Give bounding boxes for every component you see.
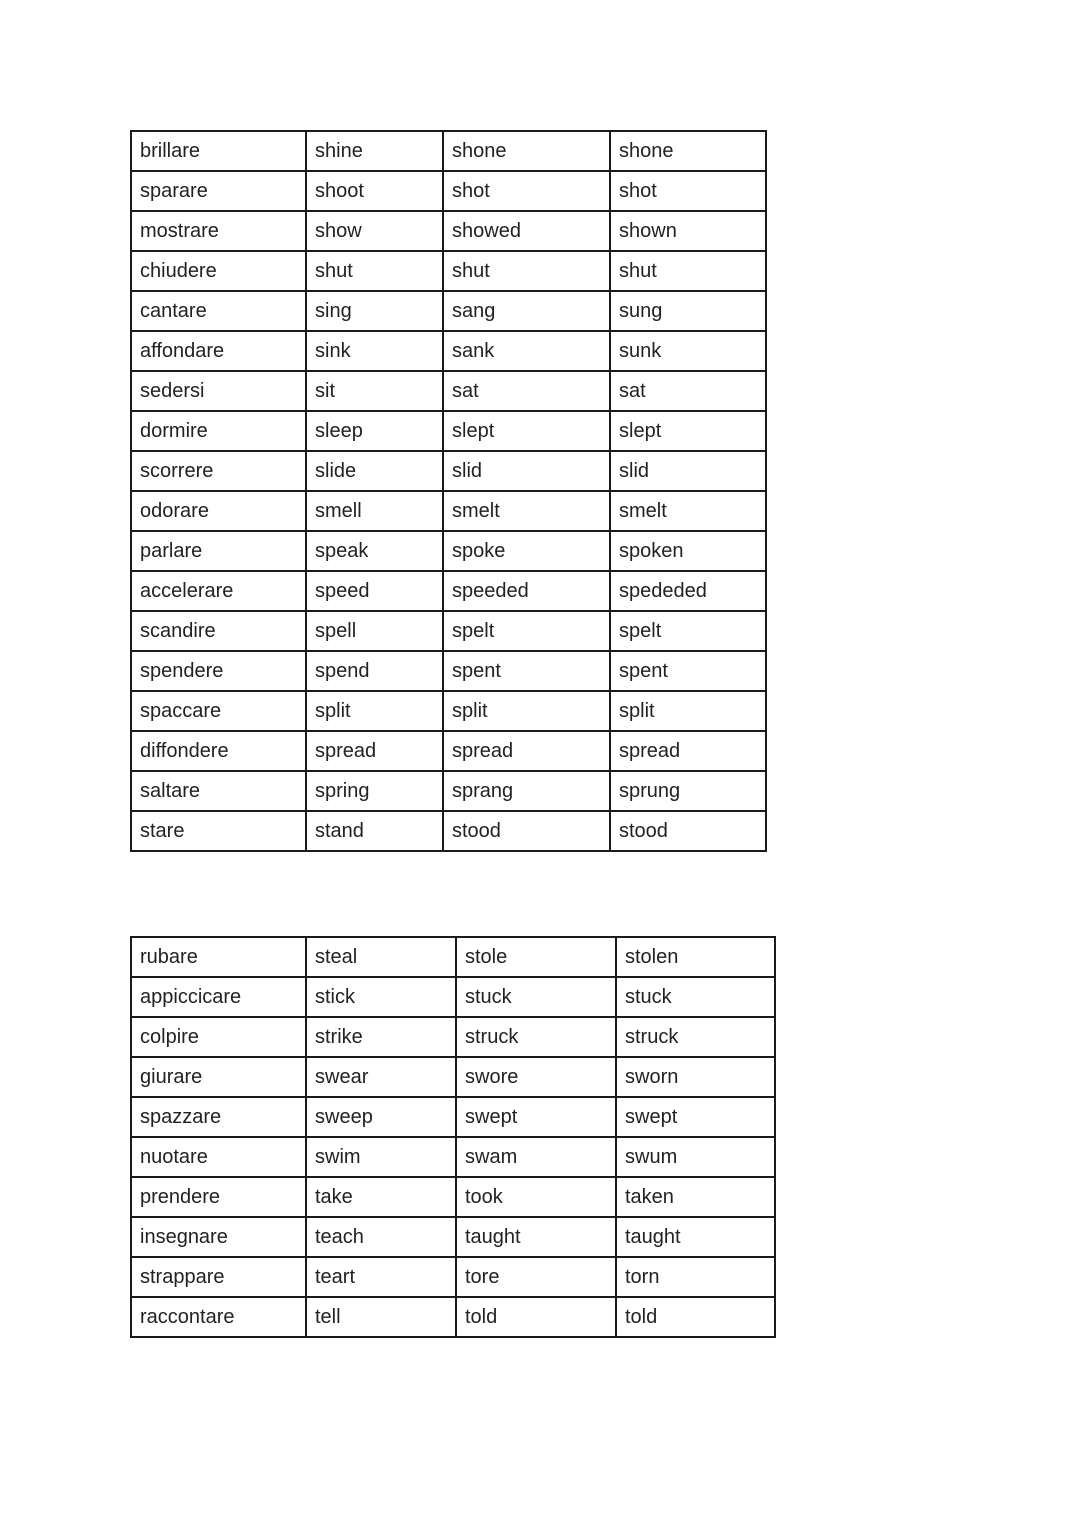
base-form-cell: sit: [306, 371, 443, 411]
verb-table-2: [130, 936, 776, 1338]
table-row: [131, 571, 766, 611]
past-simple-cell: smelt: [443, 491, 610, 531]
table-row: [131, 1217, 775, 1257]
italian-verb-cell: strappare: [131, 1257, 306, 1297]
table-row: [131, 771, 766, 811]
verb-table-1: [130, 130, 767, 852]
italian-verb-cell: parlare: [131, 531, 306, 571]
italian-verb-cell: giurare: [131, 1057, 306, 1097]
base-form-cell: stand: [306, 811, 443, 851]
past-participle-cell: swept: [616, 1097, 775, 1137]
base-form-cell: take: [306, 1177, 456, 1217]
past-simple-cell: shut: [443, 251, 610, 291]
italian-verb-cell: stare: [131, 811, 306, 851]
past-simple-cell: spelt: [443, 611, 610, 651]
table-row: [131, 131, 766, 171]
base-form-cell: teart: [306, 1257, 456, 1297]
base-form-cell: swear: [306, 1057, 456, 1097]
base-form-cell: show: [306, 211, 443, 251]
past-simple-cell: spoke: [443, 531, 610, 571]
past-participle-cell: told: [616, 1297, 775, 1337]
base-form-cell: sweep: [306, 1097, 456, 1137]
italian-verb-cell: mostrare: [131, 211, 306, 251]
past-participle-cell: torn: [616, 1257, 775, 1297]
base-form-cell: speak: [306, 531, 443, 571]
past-simple-cell: tore: [456, 1257, 616, 1297]
table-row: [131, 211, 766, 251]
base-form-cell: slide: [306, 451, 443, 491]
italian-verb-cell: diffondere: [131, 731, 306, 771]
verb-table-body: [131, 131, 766, 851]
table-row: [131, 411, 766, 451]
base-form-cell: sink: [306, 331, 443, 371]
past-simple-cell: sat: [443, 371, 610, 411]
past-simple-cell: swept: [456, 1097, 616, 1137]
past-simple-cell: slid: [443, 451, 610, 491]
base-form-cell: sleep: [306, 411, 443, 451]
past-participle-cell: taken: [616, 1177, 775, 1217]
table-row: [131, 651, 766, 691]
past-simple-cell: speeded: [443, 571, 610, 611]
table-row: [131, 291, 766, 331]
past-simple-cell: sank: [443, 331, 610, 371]
past-simple-cell: spread: [443, 731, 610, 771]
italian-verb-cell: rubare: [131, 937, 306, 977]
base-form-cell: shoot: [306, 171, 443, 211]
base-form-cell: spend: [306, 651, 443, 691]
past-participle-cell: shut: [610, 251, 766, 291]
past-participle-cell: spread: [610, 731, 766, 771]
italian-verb-cell: chiudere: [131, 251, 306, 291]
table-row: [131, 491, 766, 531]
table-row: [131, 1017, 775, 1057]
table-row: [131, 811, 766, 851]
past-participle-cell: sprung: [610, 771, 766, 811]
past-simple-cell: stole: [456, 937, 616, 977]
past-simple-cell: struck: [456, 1017, 616, 1057]
past-participle-cell: spelt: [610, 611, 766, 651]
past-participle-cell: sunk: [610, 331, 766, 371]
past-participle-cell: stolen: [616, 937, 775, 977]
base-form-cell: steal: [306, 937, 456, 977]
past-participle-cell: struck: [616, 1017, 775, 1057]
table-row: [131, 691, 766, 731]
table-row: [131, 531, 766, 571]
table-row: [131, 451, 766, 491]
italian-verb-cell: raccontare: [131, 1297, 306, 1337]
table-row: [131, 1177, 775, 1217]
past-participle-cell: shown: [610, 211, 766, 251]
italian-verb-cell: accelerare: [131, 571, 306, 611]
italian-verb-cell: prendere: [131, 1177, 306, 1217]
past-participle-cell: swum: [616, 1137, 775, 1177]
italian-verb-cell: saltare: [131, 771, 306, 811]
verb-table-body: [131, 937, 775, 1337]
italian-verb-cell: insegnare: [131, 1217, 306, 1257]
italian-verb-cell: colpire: [131, 1017, 306, 1057]
base-form-cell: split: [306, 691, 443, 731]
italian-verb-cell: dormire: [131, 411, 306, 451]
past-participle-cell: sung: [610, 291, 766, 331]
table-row: [131, 1057, 775, 1097]
past-simple-cell: stood: [443, 811, 610, 851]
past-simple-cell: sprang: [443, 771, 610, 811]
italian-verb-cell: brillare: [131, 131, 306, 171]
past-simple-cell: shot: [443, 171, 610, 211]
italian-verb-cell: spazzare: [131, 1097, 306, 1137]
past-participle-cell: taught: [616, 1217, 775, 1257]
past-participle-cell: spededed: [610, 571, 766, 611]
past-participle-cell: split: [610, 691, 766, 731]
italian-verb-cell: sedersi: [131, 371, 306, 411]
past-participle-cell: slid: [610, 451, 766, 491]
italian-verb-cell: spendere: [131, 651, 306, 691]
italian-verb-cell: sparare: [131, 171, 306, 211]
italian-verb-cell: nuotare: [131, 1137, 306, 1177]
past-simple-cell: shone: [443, 131, 610, 171]
past-participle-cell: spoken: [610, 531, 766, 571]
base-form-cell: teach: [306, 1217, 456, 1257]
past-participle-cell: shone: [610, 131, 766, 171]
past-simple-cell: slept: [443, 411, 610, 451]
table-row: [131, 251, 766, 291]
base-form-cell: speed: [306, 571, 443, 611]
past-simple-cell: sang: [443, 291, 610, 331]
past-simple-cell: told: [456, 1297, 616, 1337]
base-form-cell: spring: [306, 771, 443, 811]
italian-verb-cell: scorrere: [131, 451, 306, 491]
base-form-cell: shut: [306, 251, 443, 291]
past-participle-cell: slept: [610, 411, 766, 451]
table-row: [131, 171, 766, 211]
table-row: [131, 731, 766, 771]
table-row: [131, 611, 766, 651]
base-form-cell: swim: [306, 1137, 456, 1177]
past-simple-cell: spent: [443, 651, 610, 691]
past-simple-cell: swam: [456, 1137, 616, 1177]
past-participle-cell: sat: [610, 371, 766, 411]
italian-verb-cell: appiccicare: [131, 977, 306, 1017]
italian-verb-cell: affondare: [131, 331, 306, 371]
base-form-cell: stick: [306, 977, 456, 1017]
past-simple-cell: taught: [456, 1217, 616, 1257]
italian-verb-cell: scandire: [131, 611, 306, 651]
table-row: [131, 1137, 775, 1177]
table-row: [131, 331, 766, 371]
italian-verb-cell: cantare: [131, 291, 306, 331]
base-form-cell: shine: [306, 131, 443, 171]
base-form-cell: tell: [306, 1297, 456, 1337]
past-participle-cell: stuck: [616, 977, 775, 1017]
table-row: [131, 1257, 775, 1297]
table-row: [131, 371, 766, 411]
table-row: [131, 937, 775, 977]
past-participle-cell: stood: [610, 811, 766, 851]
table-row: [131, 1097, 775, 1137]
italian-verb-cell: spaccare: [131, 691, 306, 731]
base-form-cell: sing: [306, 291, 443, 331]
base-form-cell: spell: [306, 611, 443, 651]
base-form-cell: spread: [306, 731, 443, 771]
base-form-cell: smell: [306, 491, 443, 531]
past-simple-cell: split: [443, 691, 610, 731]
past-simple-cell: stuck: [456, 977, 616, 1017]
past-participle-cell: sworn: [616, 1057, 775, 1097]
past-simple-cell: swore: [456, 1057, 616, 1097]
past-participle-cell: shot: [610, 171, 766, 211]
past-simple-cell: showed: [443, 211, 610, 251]
past-participle-cell: spent: [610, 651, 766, 691]
italian-verb-cell: odorare: [131, 491, 306, 531]
table-row: [131, 977, 775, 1017]
past-simple-cell: took: [456, 1177, 616, 1217]
table-row: [131, 1297, 775, 1337]
base-form-cell: strike: [306, 1017, 456, 1057]
past-participle-cell: smelt: [610, 491, 766, 531]
